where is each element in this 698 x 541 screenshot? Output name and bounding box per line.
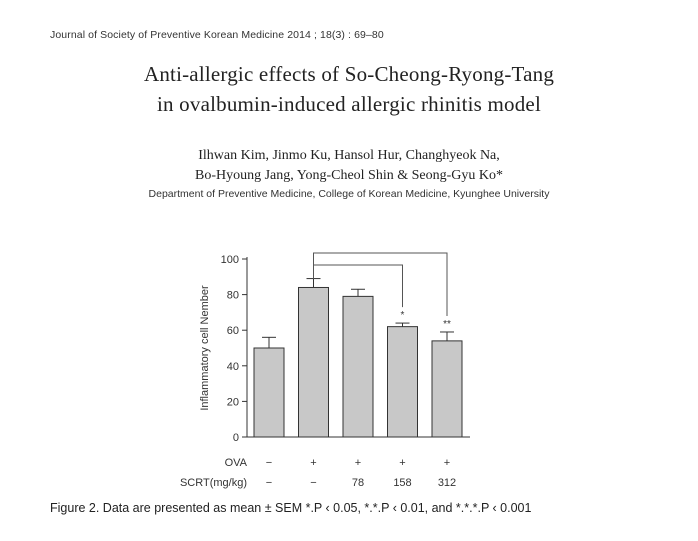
- bar: [299, 287, 329, 437]
- bar: [432, 341, 462, 437]
- bar: [343, 296, 373, 437]
- paper-title-line2: in ovalbumin-induced allergic rhinitis model: [156, 92, 541, 116]
- significance-mark: **: [443, 318, 451, 330]
- bar: [388, 327, 418, 437]
- row-label-value: −: [310, 477, 317, 489]
- journal-header: Journal of Society of Preventive Korean Medicine 2014 ; 18(3) : 69–80: [50, 29, 384, 41]
- figure-caption: Figure 2. Data are presented as mean ± SEM *.P ‹ 0.05, *.*.P ‹ 0.01, and *.*.*.P ‹ 0.001: [50, 501, 532, 515]
- y-tick-label: 40: [226, 360, 239, 373]
- y-tick-label: 60: [226, 325, 239, 338]
- y-tick-label: 100: [220, 254, 239, 266]
- row-label-value: 78: [351, 477, 365, 489]
- row-label-name: OVA: [224, 457, 247, 469]
- y-tick-label: 0: [232, 432, 239, 444]
- authors-line2: Bo-Hyoung Jang, Yong-Cheol Shin & Seong-Gyu Ko*: [194, 168, 503, 183]
- row-label-value: +: [310, 457, 317, 469]
- y-tick-label: 80: [226, 289, 239, 302]
- significance-mark: *: [400, 310, 405, 322]
- row-label-value: +: [399, 457, 406, 469]
- row-label-value: −: [265, 457, 273, 469]
- row-label-value: +: [443, 457, 451, 469]
- row-label-value: 312: [437, 477, 457, 489]
- affiliation: Department of Preventive Medicine, College of Korean Medicine, Kyunghee University: [148, 188, 550, 200]
- y-tick-label: 20: [226, 396, 239, 409]
- row-label-value: −: [265, 477, 273, 489]
- bar: [254, 348, 284, 437]
- y-axis-label: Inflammatory cell Nember: [199, 285, 211, 411]
- paper-title-line1: Anti-allergic effects of So-Cheong-Ryong-Tang: [143, 62, 555, 86]
- comparison-bracket: [314, 253, 448, 316]
- row-label-value: +: [354, 457, 362, 469]
- row-label-value: 158: [393, 477, 412, 489]
- authors-line1: Ilhwan Kim, Jinmo Ku, Hansol Hur, Changhyeok Na,: [198, 148, 500, 163]
- row-label-name: SCRT(mg/kg): [179, 477, 247, 489]
